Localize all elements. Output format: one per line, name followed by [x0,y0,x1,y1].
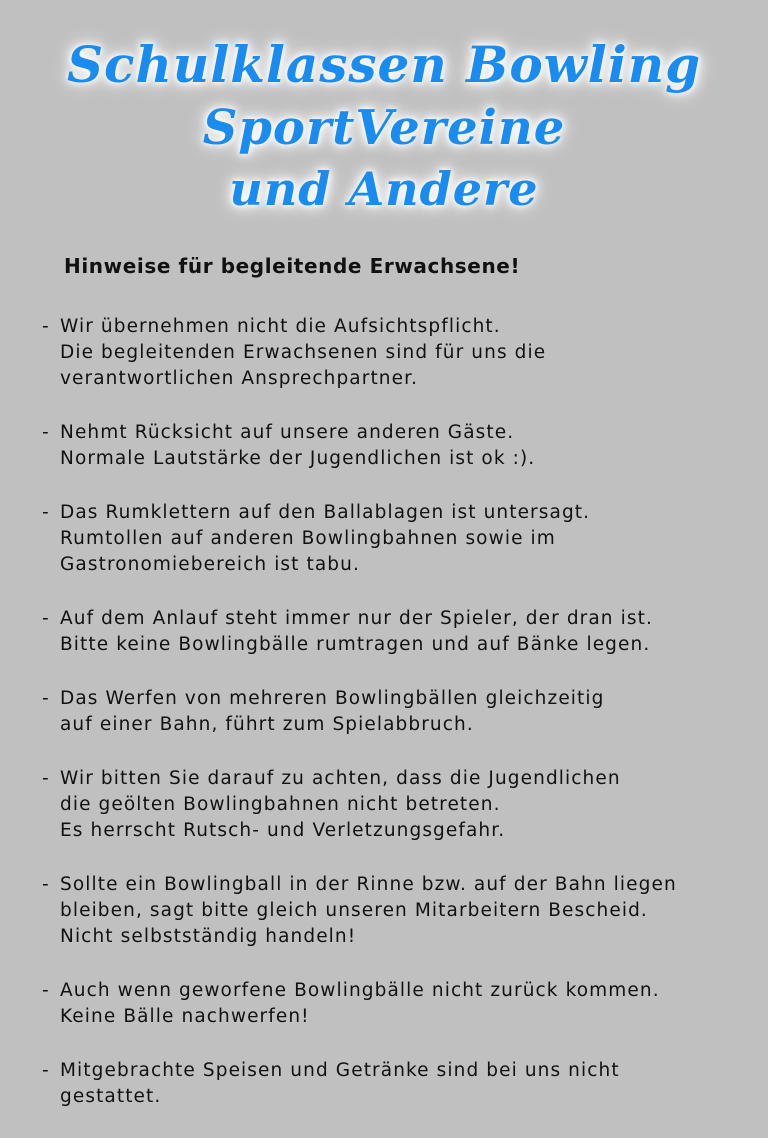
bullet-dash: - [42,768,50,789]
rule-line [42,552,742,578]
bullet-dash: - [42,688,50,709]
rule-text: Sollte ein Bowlingball in der Rinne bzw. auf der Bahn liegen [60,874,677,895]
rule-item [42,872,742,950]
bullet-dash: - [42,1060,50,1081]
rule-line [42,792,742,818]
bullet-dash: - [42,980,50,1001]
rule-item [42,420,742,472]
rule-line [42,898,742,924]
rule-text: Nicht selbstständig handeln! [60,926,357,947]
rule-item [42,766,742,844]
rule-line [42,712,742,738]
rule-line [42,978,742,1004]
bullet-dash: - [42,502,50,523]
rule-item [42,686,742,738]
rule-line [42,686,742,712]
rule-item [42,500,742,578]
rule-text: verantwortlichen Ansprechpartner. [60,368,419,389]
rule-text: gestattet. [60,1086,162,1107]
rule-line [42,1004,742,1030]
rule-text: Wir übernehmen nicht die Aufsichtspflicht. [60,316,501,337]
rule-line [42,872,742,898]
bullet-dash: - [42,316,50,337]
rule-line [42,818,742,844]
rule-text: Keine Bälle nachwerfen! [60,1006,310,1027]
rule-text: Wir bitten Sie darauf zu achten, dass die Jugendlichen [60,768,621,789]
rule-text: Rumtollen auf anderen Bowlingbahnen sowie im [60,528,556,549]
rule-text: Die begleitenden Erwachsenen sind für uns die [60,342,547,363]
rule-line [42,632,742,658]
rule-text: Mitgebrachte Speisen und Getränke sind bei uns nicht [60,1060,620,1081]
rule-text: Auch wenn geworfene Bowlingbälle nicht zurück kommen. [60,980,660,1001]
headline-line-2: SportVereine [202,100,566,156]
rule-text: Gastronomiebereich ist tabu. [60,554,360,575]
bullet-dash: - [42,422,50,443]
bullet-dash: - [42,608,50,629]
rule-text: Das Rumklettern auf den Ballablagen ist untersagt. [60,502,591,523]
rule-text: Das Werfen von mehreren Bowlingbällen gleichzeitig [60,688,605,709]
rule-text: Normale Lautstärke der Jugendlichen ist ok :). [60,448,536,469]
rule-item [42,606,742,658]
rule-line [42,420,742,446]
rule-text: bleiben, sagt bitte gleich unseren Mitarbeitern Bescheid. [60,900,648,921]
rule-line [42,1058,742,1084]
bullet-dash: - [42,874,50,895]
subtitle: Hinweise für begleitende Erwachsene! [64,254,521,278]
rule-line [42,766,742,792]
rule-line [42,446,742,472]
rule-text: auf einer Bahn, führt zum Spielabbruch. [60,714,474,735]
rule-line [42,314,742,340]
rule-line [42,606,742,632]
rule-line [42,340,742,366]
rule-text: Auf dem Anlauf steht immer nur der Spieler, der dran ist. [60,608,653,629]
rule-item [42,978,742,1030]
rule-text: Es herrscht Rutsch- und Verletzungsgefahr. [60,820,506,841]
rule-line [42,366,742,392]
rule-text: die geölten Bowlingbahnen nicht betreten. [60,794,501,815]
rule-line [42,526,742,552]
headline-line-1: Schulklassen Bowling [66,35,702,94]
rule-line [42,924,742,950]
rule-text: Bitte keine Bowlingbälle rumtragen und auf Bänke legen. [60,634,651,655]
rules-list [42,314,742,1138]
rule-line [42,500,742,526]
rule-item [42,1058,742,1110]
headline-line-3: und Andere [229,162,539,216]
rule-line [42,1084,742,1110]
rule-text: Nehmt Rücksicht auf unsere anderen Gäste. [60,422,515,443]
rule-item [42,314,742,392]
